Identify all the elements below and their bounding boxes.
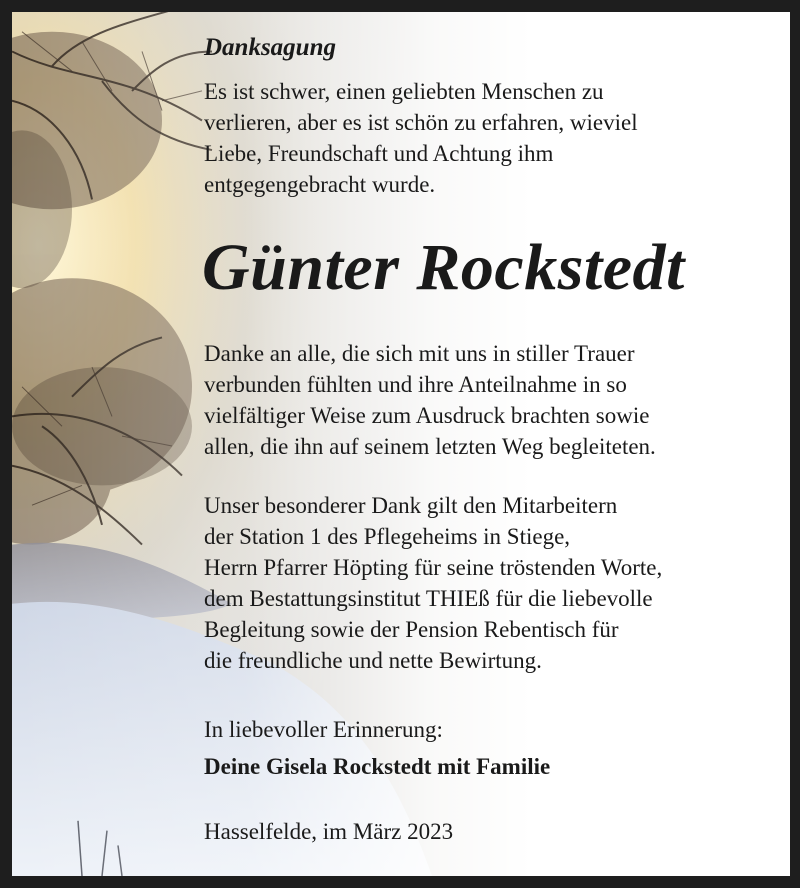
signature: Deine Gisela Rockstedt mit Familie: [204, 754, 551, 779]
thanks-paragraph: Danke an alle, die sich mit uns in stiller Trauer verbunden fühlten und ihre Anteilnahme in so vielfältiger Weise zum Ausdruck brachten sowie allen, die ihn auf seinem letzten Weg begleiteten.: [204, 341, 656, 459]
heading: Danksagung: [204, 34, 336, 61]
place-date: Hasselfelde, im März 2023: [204, 819, 454, 844]
deceased-name: Günter Rockstedt: [202, 231, 685, 304]
intro-paragraph: Es ist schwer, einen geliebten Menschen zu verlieren, aber es ist schön zu erfahren, wieviel Liebe, Freundschaft und Achtung ihm entgegengebracht wurde.: [204, 79, 638, 197]
special-thanks-paragraph: Unser besonderer Dank gilt den Mitarbeitern der Station 1 des Pflegeheims in Stiege, Herrn Pfarrer Höpting für seine tröstenden Worte, dem Bestattungsinstitut THIEß für die liebevolle Begleitung sowie der Pension Rebentisch für die freundliche und nette Bewirtung.: [204, 493, 663, 673]
obituary-text: [204, 32, 774, 847]
memory-line: In liebevoller Erinnerung:: [204, 717, 443, 742]
